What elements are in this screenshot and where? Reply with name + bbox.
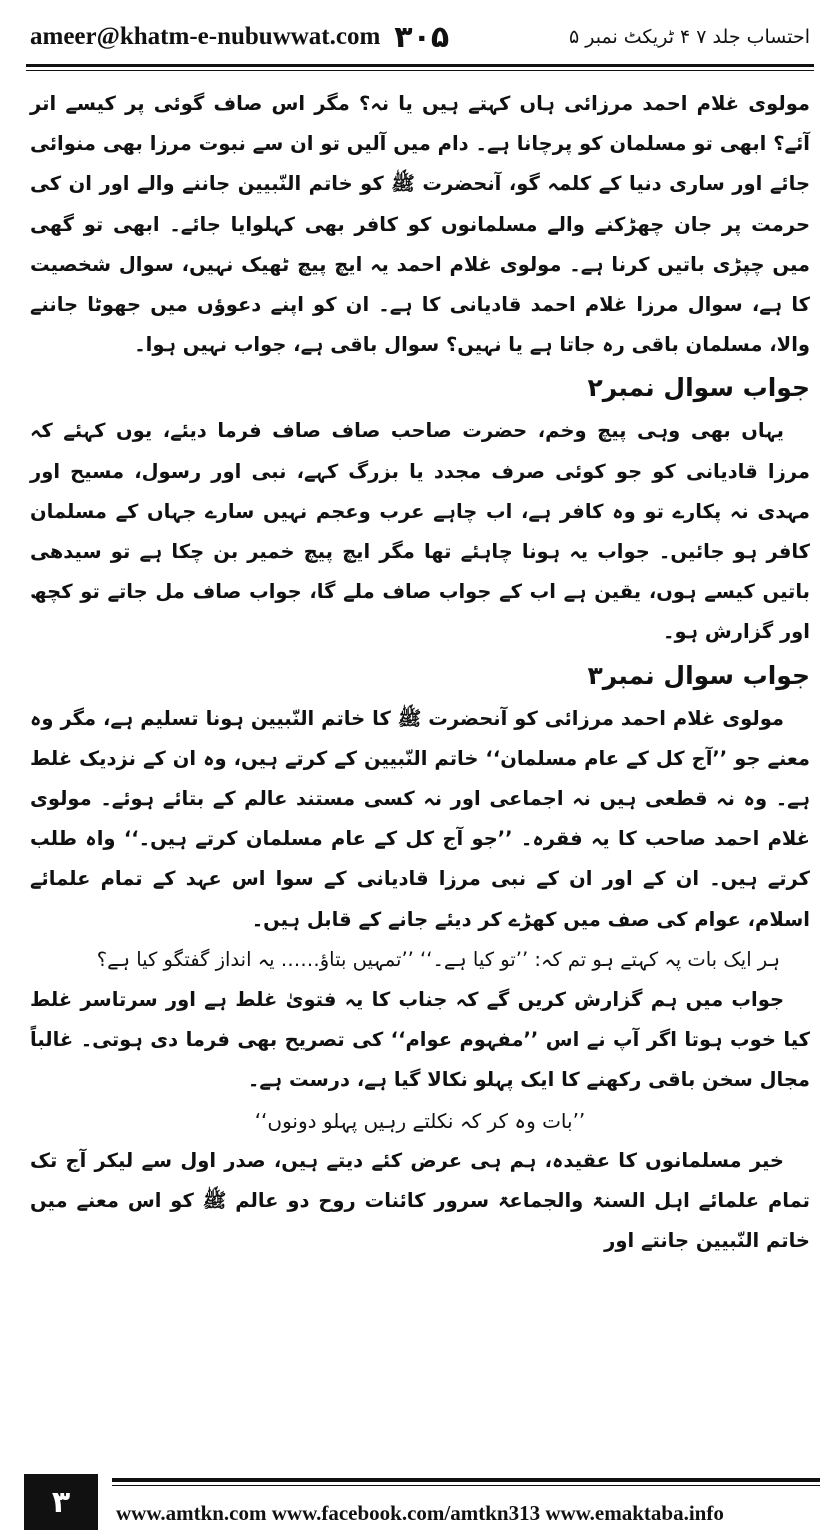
paragraph-4: جواب میں ہم گزارش کریں گے کہ جناب کا یہ فتویٰ غلط ہے اور سرتاسر غلط کیا خوب ہوتا اگر آپ نے اس ’’مفہوم عوام‘‘ کی تصریح بھی فرما دی ہوتی۔ غالباً مجال سخن باقی رکھنے کا ایک پہلو نکالا گیا ہے، درست ہے۔: [30, 988, 810, 1092]
page-header: [30, 14, 810, 60]
footer-links: www.amtkn.com www.facebook.com/amtkn313 www.emaktaba.info: [116, 1501, 724, 1525]
paragraph-5: خیر مسلمانوں کا عقیدہ، ہم ہی عرض کئے دیتے ہیں، صدر اول سے لیکر آج تک تمام علمائے اہل السنۃ والجماعۃ سرور کائنات روح دو عالم ﷺ کو اس معنے میں خاتم النّبیین جانتے اور: [30, 1148, 810, 1253]
heading-answer-2: جواب سوال نمبر۲: [587, 373, 810, 403]
footer-divider: [112, 1478, 820, 1486]
paragraph-3: مولوی غلام احمد مرزائی کو آنحضرت ﷺ کا خاتم النّبیین ہونا تسلیم ہے، مگر وہ معنے جو ’’آج کل کے عام مسلمان‘‘ خاتم النّبیین کے کرتے ہیں، وہ ان کے نزدیک غلط ہے۔ وہ نہ قطعی ہیں نہ اجماعی اور نہ کسی مستند عالم کے بتائے ہوئے۔ مولوی غلام احمد صاحب کا یہ فقرہ۔ ’’جو آج کل کے عام مسلمان کرتے ہیں۔‘‘ واہ طلب کرتے ہیں۔ ان کے اور ان کے نبی مرزا قادیانی کے سوا اس عہد کے تمام علمائے اسلام، عوام کی صف میں کھڑے کر دیئے جانے کے قابل ہیں۔: [30, 706, 810, 931]
heading-answer-3: جواب سوال نمبر۳: [587, 660, 810, 690]
quoted-couplet: ہر ایک بات پہ کہتے ہو تم کہ: ’’تو کیا ہے۔‘‘ ’’تمہیں بتاؤ…… یہ انداز گفتگو کیا ہے؟: [96, 947, 780, 971]
page-number: ۳۰۵: [394, 19, 450, 55]
header-divider: [26, 64, 814, 71]
series-title: احتساب جلد ۷ ۴ ٹریکٹ نمبر ۵: [568, 26, 810, 48]
header-left: [30, 20, 449, 55]
page-body: [30, 84, 810, 1261]
paragraph-1: مولوی غلام احمد مرزائی ہاں کہتے ہیں یا نہ؟ مگر اس صاف گوئی پر کیسے اتر آئے؟ ابھی تو مسلمان کو پرچانا ہے۔ دام میں آلیں تو ان سے نبوت مرزا بھی منوائی جائے اور ساری دنیا کے کلمہ گو، آنحضرت ﷺ کو خاتم النّبیین جاننے والے اور ان کی حرمت پر جان چھڑکنے والے مسلمانوں کو کافر بھی کہلوایا جائے۔ ابھی تو گھی میں چپڑی باتیں کرنا ہے۔ مولوی غلام احمد یہ ایچ پیچ ٹھیک نہیں، سوال شخصیت کا ہے، سوال مرزا غلام احمد قادیانی کا ہے۔ ان کو اپنے دعوؤں میں جھوٹا جاننے والا، مسلمان باقی رہ جاتا ہے یا نہیں؟ سوال باقی ہے، جواب نہیں ہوا۔: [30, 92, 810, 357]
paragraph-2: یہاں بھی وہی پیچ وخم، حضرت صاحب صاف صاف فرما دیئے، یوں کہئے کہ مرزا قادیانی کو جو کوئی صرف مجدد یا بزرگ کہے، نبی اور رسول، مسیح اور مہدی نہ پکارے تو وہ کافر ہے، اب چاہے عرب وعجم نہیں سارے جہاں کے مسلمان کافر ہو جائیں۔ جواب یہ ہونا چاہئے تھا مگر ایچ پیچ خمیر بن چکا ہے تو سیدھی باتیں کیسے ہوں، یقین ہے اب کے جواب صاف ملے گا، جواب صاف مل جاتے تو کچھ اور گزارش ہو۔: [30, 419, 810, 644]
header-email: ameer@khatm-e-nubuwwat.com: [30, 23, 381, 50]
page-footer: [20, 1474, 820, 1530]
verse-line: ’’بات وہ کر کہ نکلتے رہیں پہلو دونوں‘‘: [254, 1108, 586, 1133]
tract-number-badge: ۳: [24, 1474, 98, 1530]
